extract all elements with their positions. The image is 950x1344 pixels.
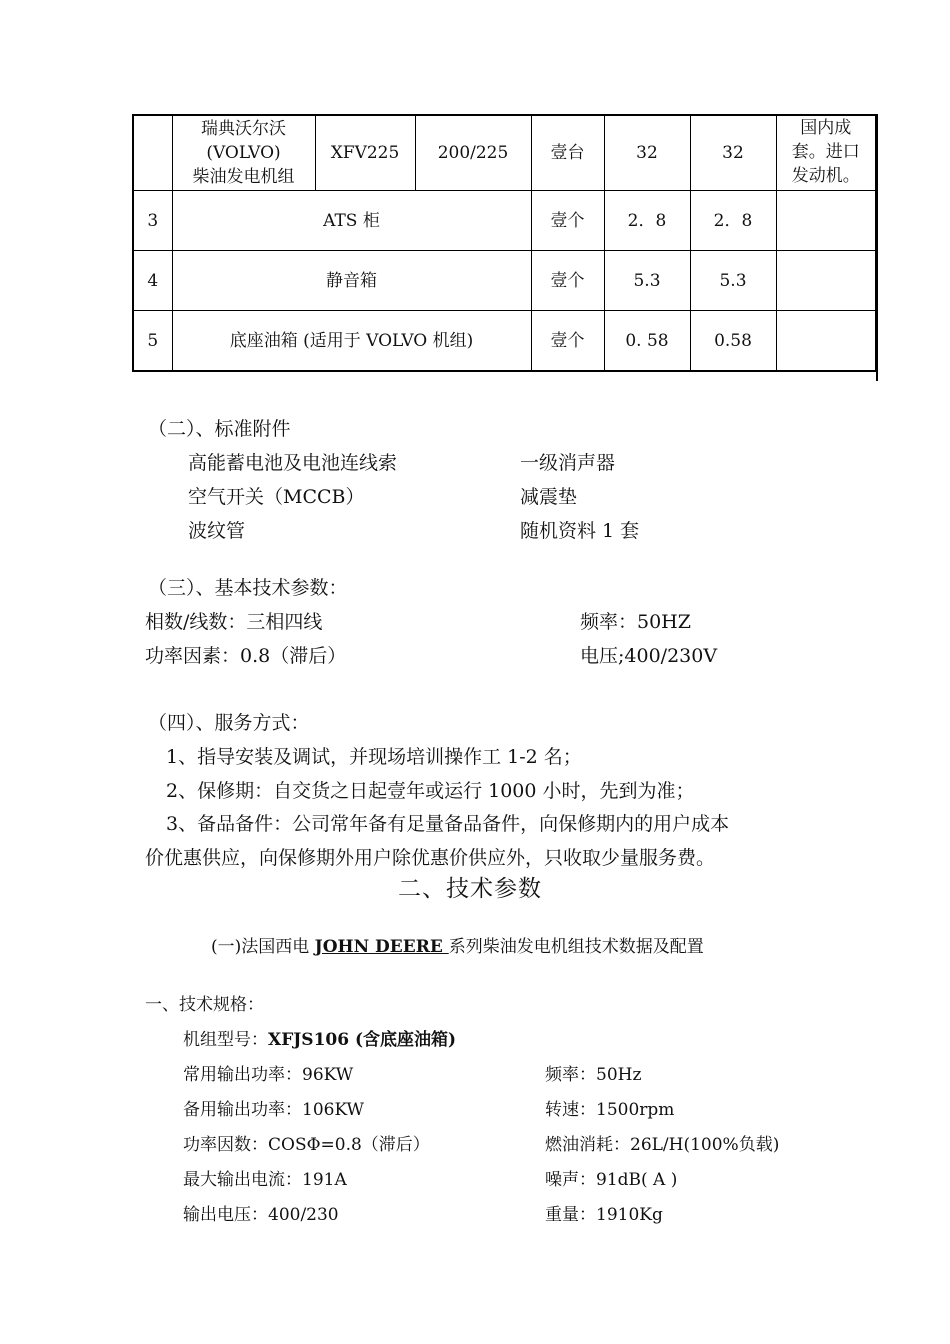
spec-item: 常用输出功率：96KW: [183, 1065, 354, 1085]
cell-num: 4: [133, 251, 172, 311]
table-row: [133, 311, 876, 372]
cell-power: 200/225: [415, 115, 531, 191]
accessory-item: 减震垫: [520, 486, 578, 508]
spec-item: 频率：50Hz: [545, 1065, 642, 1085]
spec-item: 功率因数：COSΦ=0.8（滞后）: [183, 1135, 430, 1155]
spec-heading: 一、技术规格：: [145, 995, 264, 1015]
accessory-item: 波纹管: [188, 520, 246, 542]
cell-remark: [776, 251, 876, 311]
cell-name: ATS 柜: [172, 191, 531, 251]
cell-price: 0. 58: [604, 311, 690, 372]
spec-item: 噪声：91dB( A ): [545, 1170, 678, 1190]
basic-param: 功率因素：0.8（滞后）: [145, 645, 347, 667]
service-heading: （四）、服务方式：: [148, 712, 310, 734]
accessory-item: 高能蓄电池及电池连线索: [188, 452, 398, 474]
cell-qty: 壹个: [531, 311, 604, 372]
spec-model-label: 机组型号：: [183, 1030, 268, 1050]
cell-remark: [776, 191, 876, 251]
cell-name: 底座油箱 (适用于 VOLVO 机组): [172, 311, 531, 372]
subtitle-suffix: 系列柴油发电机组技术数据及配置: [448, 937, 704, 957]
service-line: 价优惠供应，向保修期外用户除优惠价供应外，只收取少量服务费。: [145, 847, 716, 869]
spec-item: 最大输出电流：191A: [183, 1170, 347, 1190]
spec-item: 燃油消耗：26L/H(100%负载): [545, 1135, 780, 1155]
spec-model-value: XFJS106 (: [268, 1030, 364, 1050]
cell-name: [172, 115, 315, 191]
cell-qty: 壹个: [531, 251, 604, 311]
table-row: [133, 115, 876, 191]
remark-line: 国内成: [800, 118, 852, 138]
name-line: (VOLVO): [206, 143, 281, 163]
spec-item: 备用输出功率：106KW: [183, 1100, 365, 1120]
spec-model: [183, 1025, 456, 1050]
accessory-item: 随机资料 1 套: [520, 520, 640, 542]
cell-num: [133, 115, 172, 191]
cell-total: 5.3: [690, 251, 776, 311]
subtitle-prefix: (一)法国西电: [211, 937, 315, 957]
section-subtitle: [211, 932, 704, 957]
cell-remark: [776, 115, 876, 191]
equipment-table: [132, 114, 877, 372]
remark-line: 发动机。: [791, 166, 860, 186]
basic-params-heading: （三）、基本技术参数：: [148, 577, 348, 599]
cell-remark: [776, 311, 876, 372]
spec-item: 输出电压：400/230: [183, 1205, 339, 1225]
service-line: 3、备品备件：公司常年备有足量备品备件，向保修期内的用户成本: [166, 813, 730, 835]
cell-price: 32: [604, 115, 690, 191]
subtitle-brand: JOHN DEERE: [314, 937, 449, 957]
accessories-heading: （二）、标准附件: [148, 418, 291, 440]
accessory-item: 一级消声器: [520, 452, 616, 474]
table-edge-line: [876, 114, 878, 381]
cell-total: 2．8: [690, 191, 776, 251]
table-row: [133, 251, 876, 311]
cell-model: XFV225: [315, 115, 415, 191]
cell-num: 3: [133, 191, 172, 251]
remark-line: 套。进口: [791, 142, 860, 162]
basic-param: 电压;400/230V: [580, 645, 718, 667]
cell-qty: 壹台: [531, 115, 604, 191]
cell-price: 5.3: [604, 251, 690, 311]
cell-total: 0.58: [690, 311, 776, 372]
service-line: 1、指导安装及调试，并现场培训操作工 1-2 名；: [166, 746, 582, 768]
spec-item: 转速：1500rpm: [545, 1100, 675, 1120]
cell-total: 32: [690, 115, 776, 191]
section-title: 二、技术参数: [398, 876, 542, 902]
name-line: 柴油发电机组: [192, 167, 295, 187]
basic-param: 相数/线数：三相四线: [145, 611, 323, 633]
cell-num: 5: [133, 311, 172, 372]
spec-item: 重量：1910Kg: [545, 1205, 663, 1225]
accessory-item: 空气开关（MCCB）: [188, 486, 365, 508]
service-line: 2、保修期：自交货之日起壹年或运行 1000 小时，先到为准；: [166, 780, 695, 802]
name-line: 瑞典沃尔沃: [201, 119, 286, 139]
table-row: [133, 191, 876, 251]
spec-model-note: 含底座油箱): [363, 1030, 457, 1050]
cell-qty: 壹个: [531, 191, 604, 251]
cell-price: 2．8: [604, 191, 690, 251]
cell-name: 静音箱: [172, 251, 531, 311]
basic-param: 频率：50HZ: [580, 611, 691, 633]
